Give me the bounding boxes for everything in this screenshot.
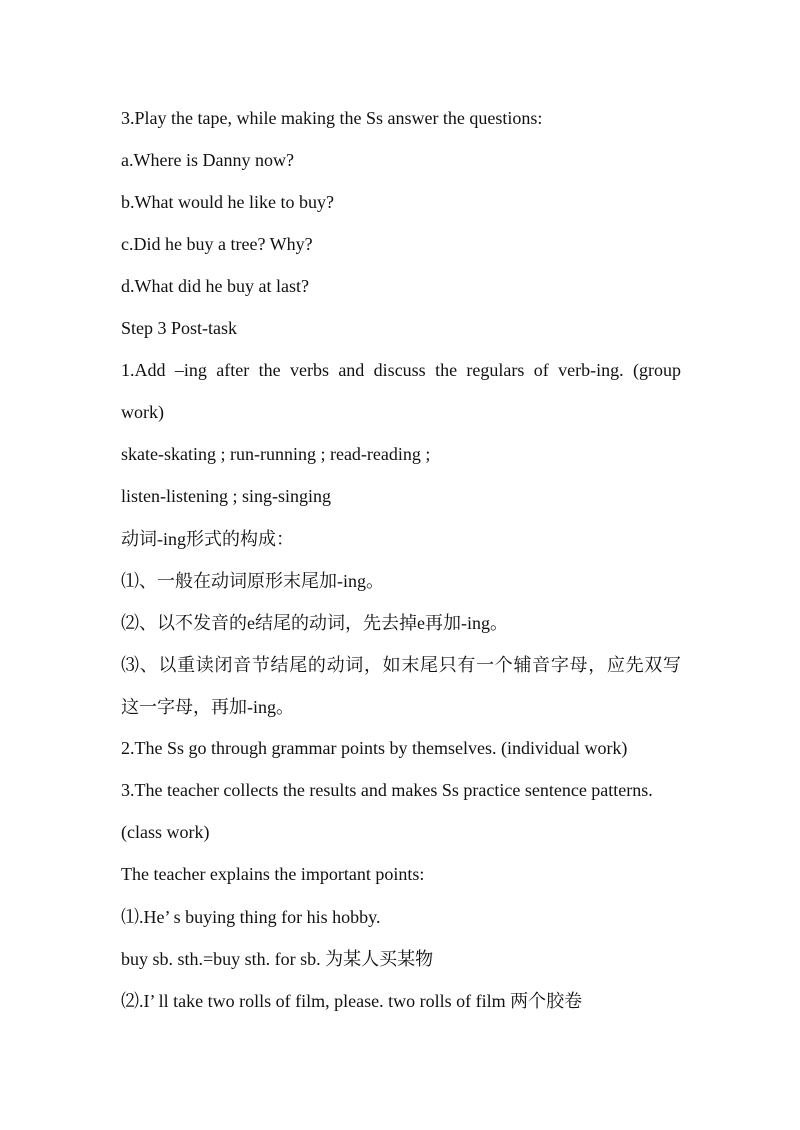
text-line-7: 1.Add –ing after the verbs and discuss the regulars of verb-ing. (group xyxy=(121,360,681,380)
text-line-22: ⑵.I’ ll take two rolls of film, please. two rolls of film 两个胶卷 xyxy=(121,991,583,1011)
text-line-11: 动词-ing形式的构成： xyxy=(121,529,294,549)
text-line-1: 3.Play the tape, while making the Ss answer the questions: xyxy=(121,108,543,128)
text-line-10: listen-listening ; sing-singing xyxy=(121,486,331,506)
text-line-4: c.Did he buy a tree? Why? xyxy=(121,234,313,254)
text-line-14: ⑶、以重读闭音节结尾的动词，如末尾只有一个辅音字母，应先双写 xyxy=(121,655,681,675)
text-line-3: b.What would he like to buy? xyxy=(121,192,334,212)
text-line-15: 这一字母，再加-ing。 xyxy=(121,697,294,717)
text-line-19: The teacher explains the important points: xyxy=(121,864,425,884)
section-heading: Step 3 Post-task xyxy=(121,318,238,338)
text-line-20: ⑴.He’ s buying thing for his hobby. xyxy=(121,907,381,927)
text-line-9: skate-skating ; run-running ; read-reading ; xyxy=(121,444,431,464)
text-line-18: (class work) xyxy=(121,822,210,842)
text-line-13: ⑵、以不发音的e结尾的动词，先去掉e再加-ing。 xyxy=(121,613,508,633)
text-line-21: buy sb. sth.=buy sth. for sb. 为某人买某物 xyxy=(121,949,434,969)
text-line-5: d.What did he buy at last? xyxy=(121,276,309,296)
text-line-16: 2.The Ss go through grammar points by themselves. (individual work) xyxy=(121,738,628,758)
text-line-2: a.Where is Danny now? xyxy=(121,150,294,170)
text-line-12: ⑴、一般在动词原形末尾加-ing。 xyxy=(121,571,384,591)
text-line-8: work) xyxy=(121,402,164,422)
text-line-17: 3.The teacher collects the results and makes Ss practice sentence patterns. xyxy=(121,780,653,800)
